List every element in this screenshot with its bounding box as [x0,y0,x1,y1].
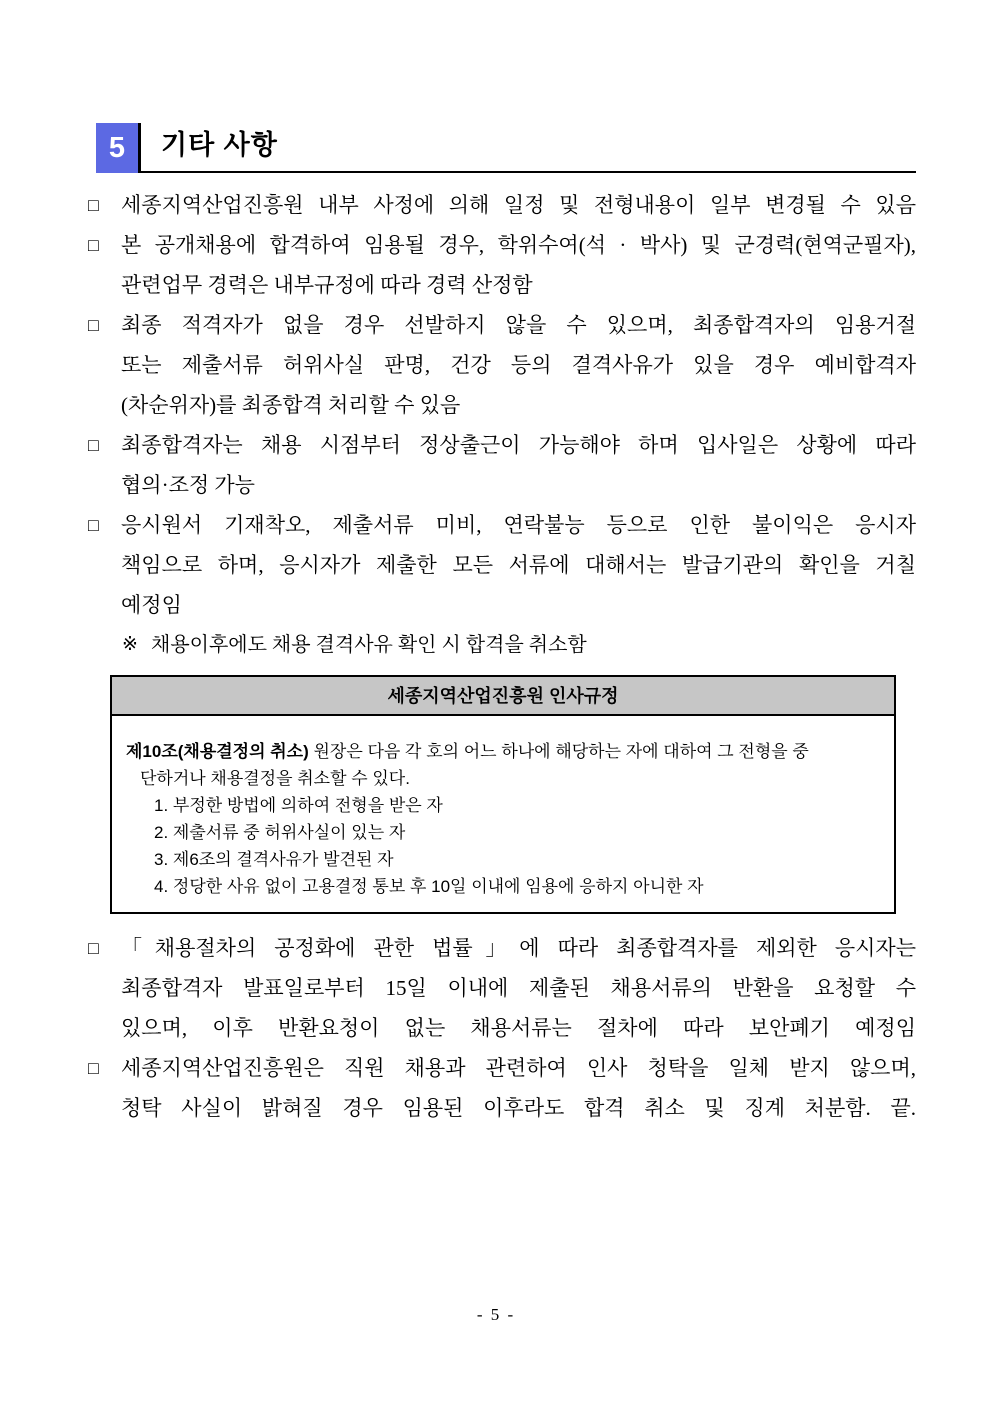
regulation-item: 2. 제출서류 중 허위사실이 있는 자 [154,823,406,842]
bullet-item [88,1048,916,1128]
bullet-line: 예정임 [121,593,182,617]
regulation-lead-text: 원장은 다음 각 호의 어느 하나에 해당하는 자에 대하여 그 전형을 중 [308,742,809,761]
bullet-line: 협의·조정 가능 [121,473,255,497]
bullet-item [88,185,916,225]
regulation-box [110,675,896,914]
bullet-line: 최종합격자 발표일로부터 15일 이내에 제출된 채용서류의 반환을 요청할 수 [121,976,916,1000]
regulation-box-body [112,716,894,912]
bullet-lines [121,928,916,1048]
bullet-lines [121,505,916,625]
page-content [88,120,916,1128]
bullet-lines [121,185,916,225]
bullet-item [88,928,916,1048]
regulation-lead-line-2: 단하거나 채용결정을 취소할 수 있다. [140,769,410,788]
regulation-lead-line [126,738,882,765]
bullet-line: 세종지역산업진흥원은 직원 채용과 관련하여 인사 청탁을 일체 받지 않으며, [121,1056,916,1080]
bullet-line: 세종지역산업진흥원 내부 사정에 의해 일정 및 전형내용이 일부 변경될 수 있음 [121,193,916,217]
note-text: 채용이후에도 채용 결격사유 확인 시 합격을 취소함 [151,634,587,656]
bullet-line: 또는 제출서류 허위사실 판명, 건강 등의 결격사유가 있을 경우 예비합격자 [121,353,916,377]
regulation-item: 1. 부정한 방법에 의하여 전형을 받은 자 [154,796,443,815]
bullet-line: 관련업무 경력은 내부규정에 따라 경력 산정함 [121,273,533,297]
bullet-line: 최종합격자는 채용 시점부터 정상출근이 가능해야 하며 입사일은 상황에 따라 [121,433,916,457]
checkbox-bullet-icon: □ [88,938,99,958]
checkbox-bullet-icon: □ [88,435,99,455]
bullet-line: 책임으로 하며, 응시자가 제출한 모든 서류에 대해서는 발급기관의 확인을 거칠 [121,553,916,577]
bullet-line: 최종 적격자가 없을 경우 선발하지 않을 수 있으며, 최종합격자의 임용거절 [121,313,916,337]
bullet-lines [121,305,916,425]
bullet-item [88,305,916,425]
section-header [96,120,916,173]
checkbox-bullet-icon: □ [88,515,99,535]
regulation-article-label: 제10조(채용결정의 취소) [126,742,309,761]
regulation-item: 3. 제6조의 결격사유가 발견된 자 [154,850,394,869]
section-title: 기타 사항 [161,130,278,160]
bullet-item [88,225,916,305]
section-number-badge: 5 [96,123,141,173]
regulation-item: 4. 정당한 사유 없이 고용결정 통보 후 10일 이내에 임용에 응하지 아니한 자 [154,877,704,896]
bullet-line: 「채용절차의 공정화에 관한 법률」에 따라 최종합격자를 제외한 응시자는 [121,936,916,960]
bullet-line: (차순위자)를 최종합격 처리할 수 있음 [121,393,461,417]
checkbox-bullet-icon: □ [88,235,99,255]
checkbox-bullet-icon: □ [88,195,99,215]
bullet-item [88,425,916,505]
bullet-line: 본 공개채용에 합격하여 임용될 경우, 학위수여(석 · 박사) 및 군경력(현역군필자), [121,233,916,257]
bullet-lines [121,225,916,305]
reference-mark-icon: ※ [122,634,138,655]
regulation-box-title: 세종지역산업진흥원 인사규정 [112,677,894,716]
bullet-line: 청탁 사실이 밝혀질 경우 임용된 이후라도 합격 취소 및 징계 처분함. 끝. [121,1096,916,1120]
page-number: - 5 - [476,1305,516,1324]
note-row [88,625,916,665]
bullet-line: 응시원서 기재착오, 제출서류 미비, 연락불능 등으로 인한 불이익은 응시자 [121,513,916,537]
bullet-line: 있으며, 이후 반환요청이 없는 채용서류는 절차에 따라 보안폐기 예정임 [121,1016,916,1040]
bullet-lines [121,425,916,505]
checkbox-bullet-icon: □ [88,1058,99,1078]
bullet-item [88,505,916,625]
checkbox-bullet-icon: □ [88,315,99,335]
bullet-lines [121,1048,916,1128]
